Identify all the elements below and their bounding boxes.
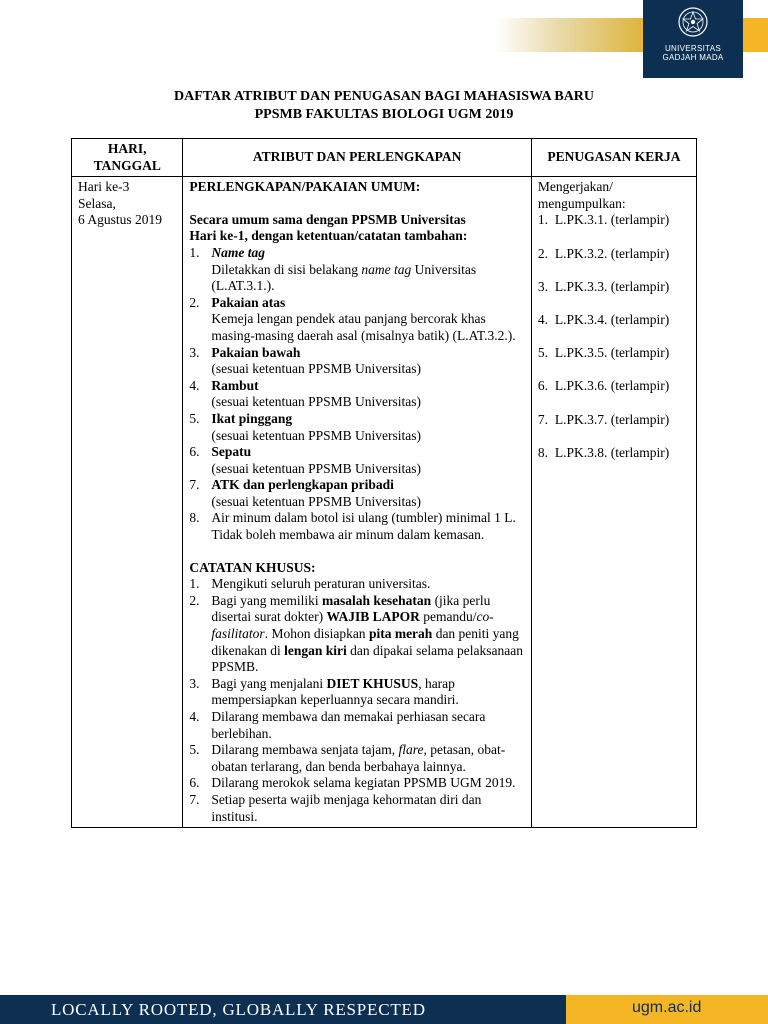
list-item: 3. Bagi yang menjalani DIET KHUSUS, harap mempersiapkan keperluannya secara mandiri.	[189, 675, 459, 708]
task-list	[538, 212, 690, 461]
list-item: 3. Pakaian bawah (sesuai ketentuan PPSMB Universitas)	[189, 345, 524, 378]
item-title: Pakaian bawah	[211, 344, 301, 360]
equipment-list	[189, 245, 524, 544]
header-gradient-band	[495, 18, 641, 52]
item-title: ATK dan perlengkapan pribadi	[211, 477, 394, 493]
footer-bar	[0, 995, 768, 1024]
attributes-cell	[183, 177, 531, 828]
list-item: 4. L.PK.3.4. (terlampir)	[537, 311, 670, 327]
item-text: Air minum dalam botol isi ulang (tumbler) minimal 1 L. Tidak boleh membawa air minum dalam kemasan.	[211, 510, 516, 543]
document-subtitle: PPSMB FAKULTAS BIOLOGI UGM 2019	[254, 107, 514, 122]
list-item: 5. L.PK.3.5. (terlampir)	[537, 345, 670, 361]
intro-line2: Hari ke-1, dengan ketentuan/catatan tambahan:	[189, 228, 468, 244]
notes-list	[189, 576, 524, 825]
task-intro: Mengerjakan/ mengumpulkan:	[537, 179, 626, 211]
list-item: 2. Pakaian atas Kemeja lengan pendek atau panjang bercorak khas masing-masing daerah asal (misalnya batik) (L.AT.3.2.).	[189, 295, 524, 345]
item-desc: Kemeja lengan pendek atau panjang bercorak khas masing-masing daerah asal (misalnya batik) (L.AT.3.2.).	[211, 311, 516, 343]
item-desc: Diletakkan di sisi belakang name tag Universitas (L.AT.3.1.).	[211, 261, 477, 294]
section-special-title: CATATAN KHUSUS:	[189, 559, 316, 575]
item-desc: (sesuai ketentuan PPSMB Universitas)	[211, 394, 422, 410]
item-title: Pakaian atas	[211, 294, 286, 310]
day-cell	[72, 177, 183, 828]
header-assignment: PENUGASAN KERJA	[531, 139, 696, 177]
item-desc: (sesuai ketentuan PPSMB Universitas)	[211, 493, 422, 509]
assignment-cell	[531, 177, 696, 828]
intro-line1: Secara umum sama dengan PPSMB Universitas	[189, 211, 466, 227]
list-item: 7. ATK dan perlengkapan pribadi (sesuai ketentuan PPSMB Universitas)	[189, 477, 524, 510]
logo-text-line2: GADJAH MADA	[662, 53, 724, 62]
list-item: 6. Sepatu (sesuai ketentuan PPSMB Universitas)	[189, 444, 524, 477]
header-attributes: ATRIBUT DAN PERLENGKAPAN	[183, 139, 531, 177]
list-item: 1. Name tag Diletakkan di sisi belakang name tag Universitas (L.AT.3.1.).	[189, 245, 524, 295]
list-item: 6. L.PK.3.6. (terlampir)	[537, 378, 670, 394]
item-title: Ikat pinggang	[211, 410, 293, 426]
list-item: 1. L.PK.3.1. (terlampir)	[537, 212, 670, 228]
list-item: 2. L.PK.3.2. (terlampir)	[537, 245, 670, 261]
item-title: Name tag	[211, 244, 266, 260]
list-item: 4. Dilarang membawa dan memakai perhiasan secara berlebihan.	[189, 709, 486, 741]
logo-text-line1: UNIVERSITAS	[664, 44, 722, 53]
section-general-title: PERLENGKAPAN/PAKAIAN UMUM:	[189, 179, 421, 195]
item-desc: (sesuai ketentuan PPSMB Universitas)	[211, 460, 422, 476]
day-name: Selasa,	[78, 195, 116, 211]
ugm-seal-icon	[677, 6, 709, 38]
list-item: 1. Mengikuti seluruh peraturan universitas.	[189, 576, 431, 592]
day-number: Hari ke-3	[78, 179, 130, 195]
table-header-row	[72, 139, 697, 177]
list-item: 5. Ikat pinggang (sesuai ketentuan PPSMB Universitas)	[189, 411, 524, 444]
item-title: Rambut	[211, 377, 259, 393]
header-day: HARI, TANGGAL	[72, 139, 183, 177]
list-item: 7. L.PK.3.7. (terlampir)	[537, 411, 670, 427]
list-item: 2. Bagi yang memiliki masalah kesehatan (jika perlu disertai surat dokter) WAJIB LAPOR pemandu/co-fasilitator. Mohon disiapkan pita merah dan peniti yang dikenakan di lengan kiri dan dipakai selama pelaksanaan PPSMB.	[189, 592, 523, 675]
attribute-table	[71, 138, 697, 828]
list-item: 8. L.PK.3.8. (terlampir)	[537, 444, 670, 460]
item-desc: (sesuai ketentuan PPSMB Universitas)	[211, 361, 422, 377]
list-item: 7. Setiap peserta wajib menjaga kehormatan diri dan institusi.	[189, 791, 482, 824]
footer-slogan: LOCALLY ROOTED, GLOBALLY RESPECTED	[51, 1000, 426, 1019]
document-title: DAFTAR ATRIBUT DAN PENUGASAN BAGI MAHASISWA BARU	[173, 89, 595, 104]
item-title: Sepatu	[211, 444, 252, 460]
table-row	[72, 177, 697, 828]
list-item: 5. Dilarang membawa senjata tajam, flare, petasan, obat-obatan terlarang, dan benda berbahaya lainnya.	[189, 742, 506, 774]
university-logo	[643, 0, 743, 78]
item-desc: (sesuai ketentuan PPSMB Universitas)	[211, 427, 422, 443]
list-item: 3. L.PK.3.3. (terlampir)	[537, 278, 670, 294]
list-item: 8. Air minum dalam botol isi ulang (tumbler) minimal 1 L. Tidak boleh membawa air minum dalam kemasan.	[189, 510, 524, 543]
list-item: 4. Rambut (sesuai ketentuan PPSMB Universitas)	[189, 378, 524, 411]
day-date: 6 Agustus 2019	[78, 212, 163, 228]
footer-url: ugm.ac.id	[632, 999, 702, 1016]
list-item: 6. Dilarang merokok selama kegiatan PPSMB UGM 2019.	[189, 775, 516, 791]
